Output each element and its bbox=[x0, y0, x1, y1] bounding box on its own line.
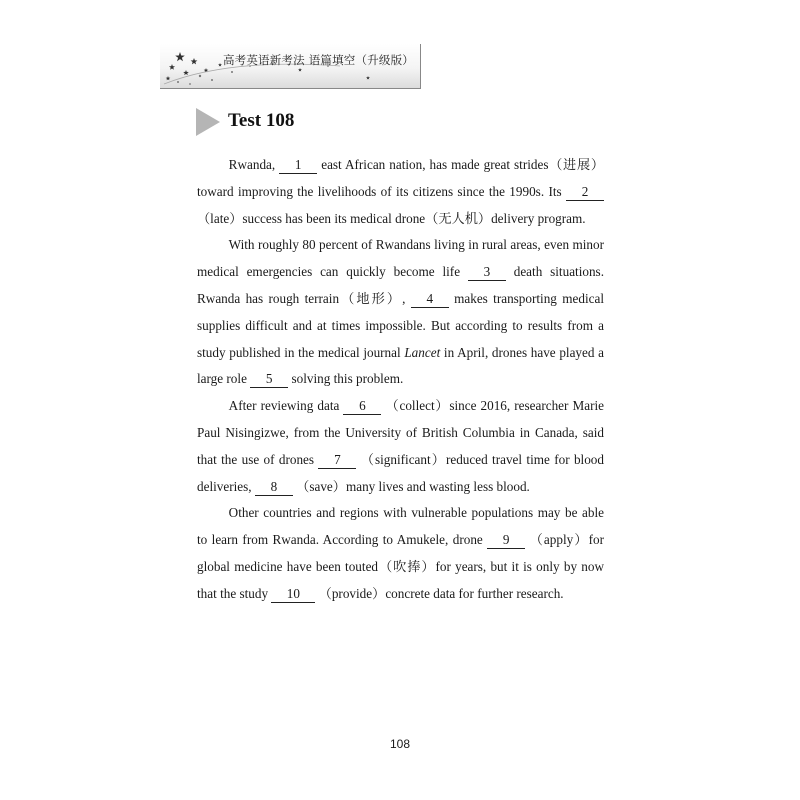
passage bbox=[197, 152, 604, 608]
journal-name: Lancet bbox=[404, 344, 441, 360]
passage-text: east African nation, has made great strides（进展）toward improving the livelihoods of its citizens since the 1990s. Its bbox=[197, 157, 605, 199]
passage-text: in April, drones have played a large role bbox=[197, 344, 604, 387]
passage-text: （save）many lives and wasting less blood. bbox=[296, 478, 530, 494]
blank-2: 2 bbox=[566, 184, 604, 201]
passage-text: （collect）since 2016, researcher Marie Paul Nisingizwe, from the University of British Columbia in Canada, said that the use of drones bbox=[197, 398, 604, 467]
header-title: 高考英语新考法 语篇填空（升级版） bbox=[222, 53, 414, 67]
passage-text: solving this problem. bbox=[291, 371, 404, 387]
blank-7: 7 bbox=[318, 452, 356, 469]
passage-text: Other countries and regions with vulnerable populations may be able to learn from Rwanda. According to Amukele, drone bbox=[197, 505, 604, 548]
passage-text: With roughly 80 percent of Rwandans living in rural areas, even minor medical emergencies can quickly become life bbox=[197, 237, 604, 280]
passage-text: （late）success has been its medical drone（无人机）delivery program. bbox=[197, 210, 586, 226]
passage-text: death situations. Rwanda has rough terrain（地形）, bbox=[197, 264, 604, 306]
paragraph-2 bbox=[197, 232, 604, 393]
blank-6: 6 bbox=[343, 398, 381, 415]
passage-text: After reviewing data bbox=[228, 398, 340, 414]
page-number: 108 bbox=[389, 737, 411, 751]
blank-5: 5 bbox=[250, 371, 288, 388]
blank-9: 9 bbox=[487, 532, 525, 549]
passage-text: Rwanda, bbox=[228, 157, 276, 172]
passage-text: makes transporting medical supplies difficult and at times impossible. But according to results from a study published in the medical journal bbox=[197, 290, 604, 360]
header-banner bbox=[160, 44, 421, 89]
blank-8: 8 bbox=[255, 479, 293, 496]
test-title: Test 108 bbox=[228, 110, 295, 131]
blank-10: 10 bbox=[271, 586, 315, 603]
blank-3: 3 bbox=[468, 264, 506, 281]
paragraph-1 bbox=[197, 152, 604, 232]
blank-4: 4 bbox=[411, 291, 449, 308]
passage-text: （significant）reduced travel time for blood deliveries, bbox=[197, 451, 604, 494]
triangle-marker-icon bbox=[196, 108, 220, 136]
blank-1: 1 bbox=[279, 157, 317, 174]
paragraph-3 bbox=[197, 393, 604, 500]
passage-text: （apply）for global medicine have been touted（吹捧）for years, but it is only by now that the study bbox=[197, 532, 605, 601]
passage-text: （provide）concrete data for further research. bbox=[318, 585, 564, 601]
paragraph-4 bbox=[197, 500, 604, 607]
